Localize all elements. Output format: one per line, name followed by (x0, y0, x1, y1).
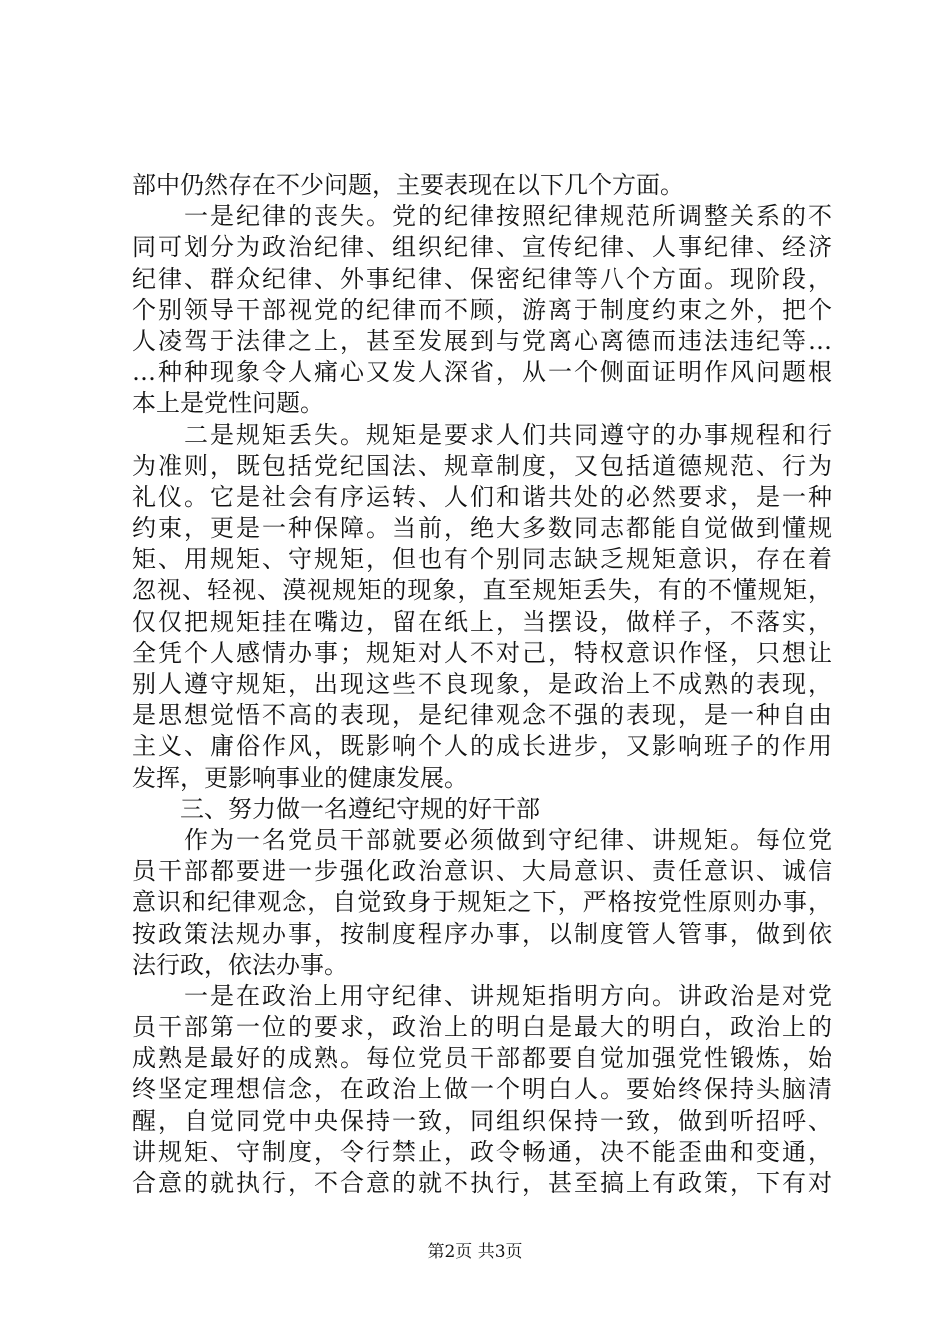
page-number-footer: 第2页 共3页 (427, 1242, 523, 1262)
text-line: 别人遵守规矩，出现这些不良现象，是政治上不成熟的表现， (132, 670, 832, 698)
text-line: 作为一名党员干部就要必须做到守纪律、讲规矩。每位党 (132, 825, 832, 854)
text-line: 人凌驾于法律之上，甚至发展到与党离心离德而违法违纪等… (132, 326, 832, 355)
text-line: 员干部都要进一步强化政治意识、大局意识、责任意识、诚信 (132, 857, 832, 886)
text-line: 仅仅把规矩挂在嘴边，留在纸上，当摆设，做样子，不落实， (132, 607, 832, 636)
text-line: 员干部第一位的要求，政治上的明白是最大的明白，政治上的 (132, 1013, 832, 1042)
text-line: 一是在政治上用守纪律、讲规矩指明方向。讲政治是对党 (132, 981, 832, 1010)
text-line: 同可划分为政治纪律、组织纪律、宣传纪律、人事纪律、经济 (132, 233, 832, 262)
text-line: 醒，自觉同党中央保持一致，同组织保持一致，做到听招呼、 (132, 1106, 832, 1135)
text-line: 一是纪律的丧失。党的纪律按照纪律规范所调整关系的不 (132, 202, 832, 231)
text-line: 本上是党性问题。 (132, 389, 324, 418)
text-line: 矩、用规矩、守规矩，但也有个别同志缺乏规矩意识，存在着 (132, 545, 832, 574)
text-line: 全凭个人感情办事；规矩对人不对己，特权意识作怪，只想让 (132, 638, 832, 667)
text-line: …种种现象令人痛心又发人深省，从一个侧面证明作风问题根 (132, 358, 832, 387)
text-line: 约束，更是一种保障。当前，绝大多数同志都能自觉做到懂规 (132, 514, 832, 543)
text-line: 为准则，既包括党纪国法、规章制度，又包括道德规范、行为 (132, 451, 832, 480)
text-line: 个别领导干部视党的纪律而不顾，游离于制度约束之外，把个 (132, 295, 832, 324)
text-line: 主义、庸俗作风，既影响个人的成长进步，又影响班子的作用 (132, 732, 832, 761)
text-line: 礼仪。它是社会有序运转、人们和谐共处的必然要求，是一种 (132, 482, 832, 511)
text-line: 三、努力做一名遵纪守规的好干部 (132, 794, 540, 823)
text-line: 法行政，依法办事。 (132, 950, 348, 979)
text-line: 部中仍然存在不少问题，主要表现在以下几个方面。 (132, 171, 684, 199)
text-line: 二是规矩丢失。规矩是要求人们共同遵守的办事规程和行 (132, 420, 832, 449)
text-line: 成熟是最好的成熟。每位党员干部都要自觉加强党性锻炼，始 (132, 1044, 832, 1073)
text-line: 意识和纪律观念，自觉致身于规矩之下，严格按党性原则办事， (132, 888, 832, 917)
text-line: 终坚定理想信念，在政治上做一个明白人。要始终保持头脑清 (132, 1075, 832, 1104)
text-line: 讲规矩、守制度，令行禁止，政令畅通，决不能歪曲和变通， (132, 1137, 832, 1166)
document-body (132, 170, 832, 1199)
text-line: 忽视、轻视、漠视规矩的现象，直至规矩丢失，有的不懂规矩， (132, 576, 832, 605)
text-line: 纪律、群众纪律、外事纪律、保密纪律等八个方面。现阶段， (132, 264, 832, 293)
text-line: 按政策法规办事，按制度程序办事，以制度管人管事，做到依 (132, 919, 832, 948)
text-line: 是思想觉悟不高的表现，是纪律观念不强的表现，是一种自由 (132, 701, 832, 730)
text-line: 发挥，更影响事业的健康发展。 (132, 763, 468, 792)
text-line: 合意的就执行，不合意的就不执行，甚至搞上有政策，下有对 (132, 1169, 832, 1197)
